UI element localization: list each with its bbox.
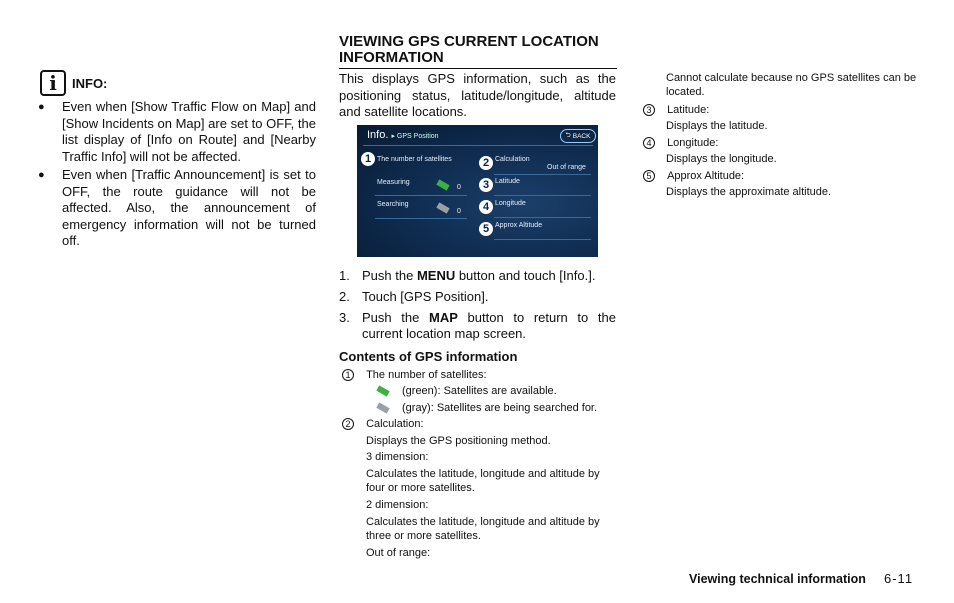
item-label: Calculation:: [366, 418, 424, 430]
callout-2: 2: [479, 156, 493, 170]
circled-number: 3: [643, 104, 655, 116]
screen-breadcrumb: ▸ GPS Position: [391, 133, 439, 140]
screen-searching: Searching: [377, 201, 409, 208]
screen-altitude: Approx Altitude: [495, 222, 543, 229]
callout-1: 1: [361, 152, 375, 166]
item-d2-desc: Calculates the latitude, longitude and altitude by three or more satellites.: [366, 516, 600, 542]
screen-divider: [363, 145, 593, 146]
step-text-post: button to return to the current location map screen.: [362, 310, 616, 341]
back-arrow-icon: ⮌: [565, 131, 571, 139]
step-number: 3.: [339, 310, 350, 325]
satellite-gray-icon: [436, 202, 449, 213]
step-item: [339, 289, 616, 305]
info-bullet-list: [38, 99, 316, 252]
step-text: [362, 268, 616, 284]
step-text-pre: Push the: [362, 310, 429, 325]
screen-measuring: Measuring: [377, 179, 410, 186]
screen-back-button: [560, 129, 596, 143]
section-intro: This displays GPS information, such as the positioning status, latitude/longitude, altitude and satellite locations.: [339, 71, 616, 119]
info-icon: i: [40, 70, 66, 96]
screen-calc-value: Out of range: [547, 164, 586, 171]
footer-title: Viewing technical information: [689, 572, 866, 586]
section-title: VIEWING GPS CURRENT LOCATION INFORMATION: [339, 34, 617, 69]
info-bullet: [38, 167, 316, 250]
callout-5: 5: [479, 222, 493, 236]
contents-item-4: [643, 136, 718, 150]
page-number: 6-11: [884, 571, 914, 586]
contents-item-3: [643, 103, 709, 117]
step-number: 1.: [339, 268, 350, 283]
screen-latitude: Latitude: [495, 178, 520, 185]
item-oor: Out of range:: [366, 547, 431, 559]
contents-item-5: [643, 169, 744, 183]
screen-searching-count: 0: [457, 208, 461, 215]
screen-divider: [494, 195, 591, 196]
screen-longitude: Longitude: [495, 200, 526, 207]
info-bullet-text: Even when [Show Traffic Flow on Map] and [Show Incidents on Map] are set to OFF, the list display of [Info on Route] and [Nearby Traffic Info] will not be affected.: [62, 99, 316, 164]
contents-title: Contents of GPS information: [339, 349, 518, 364]
screen-title: [367, 129, 439, 141]
item-label: Latitude:: [667, 104, 710, 116]
info-label: INFO:: [72, 75, 108, 91]
step-text: [362, 310, 616, 342]
step-item: [339, 310, 616, 342]
step-text: [362, 289, 616, 305]
screen-divider: [375, 195, 467, 196]
item-label: Longitude:: [667, 137, 719, 149]
item-d2: 2 dimension:: [366, 499, 429, 511]
contents-item-2: [342, 417, 424, 431]
info-bullet-text: Even when [Traffic Announcement] is set to OFF, the route guidance will not be affected. Also, the announcement of emergency information will not be turned off.: [62, 167, 316, 248]
step-text-pre: Touch [GPS Position].: [362, 289, 489, 304]
item-desc: Displays the latitude.: [666, 120, 768, 132]
satellite-gray-icon: [376, 402, 389, 413]
satellite-green-icon: [376, 385, 389, 396]
circled-number: 5: [643, 170, 655, 182]
item-desc: Displays the approximate altitude.: [666, 186, 832, 198]
screen-divider: [494, 174, 591, 175]
screen-divider: [375, 218, 467, 219]
step-text-post: button and touch [Info.].: [455, 268, 596, 283]
step-text-bold: MENU: [416, 268, 456, 283]
item-desc: Displays the longitude.: [666, 153, 777, 165]
item-label: The number of satellites:: [366, 369, 487, 381]
steps-list: [339, 268, 616, 347]
circled-number: 1: [342, 369, 354, 381]
step-number: 2.: [339, 289, 350, 304]
step-item: [339, 268, 616, 284]
step-text-bold: MAP: [429, 310, 458, 325]
screen-divider: [494, 239, 591, 240]
info-bullet: [38, 99, 316, 165]
item-green-desc: (green): Satellites are available.: [402, 385, 557, 397]
screen-calculation: Calculation: [495, 156, 530, 163]
circled-number: 2: [342, 418, 354, 430]
bullet-dot-icon: ●: [38, 101, 45, 113]
step-text-pre: Push the: [362, 268, 417, 283]
callout-3: 3: [479, 178, 493, 192]
callout-4: 4: [479, 200, 493, 214]
item-oor-desc: Cannot calculate because no GPS satellites can be located.: [666, 72, 917, 98]
screen-title-text: Info.: [367, 129, 389, 141]
info-heading: [40, 70, 107, 96]
satellite-green-icon: [436, 179, 449, 190]
gps-screen-image: [357, 125, 598, 257]
screen-back-label: BACK: [572, 132, 591, 140]
screen-measuring-count: 0: [457, 184, 461, 191]
item-label: Approx Altitude:: [667, 170, 745, 182]
item-desc: Displays the GPS positioning method.: [366, 435, 551, 447]
screen-sat-label: The number of satellites: [377, 156, 452, 163]
item-d3-desc: Calculates the latitude, longitude and altitude by four or more satellites.: [366, 468, 600, 494]
item-d3: 3 dimension:: [366, 451, 429, 463]
item-gray-desc: (gray): Satellites are being searched for.: [402, 402, 598, 414]
contents-item-1: [342, 368, 487, 382]
screen-divider: [494, 217, 591, 218]
bullet-dot-icon: ●: [38, 169, 45, 181]
circled-number: 4: [643, 137, 655, 149]
